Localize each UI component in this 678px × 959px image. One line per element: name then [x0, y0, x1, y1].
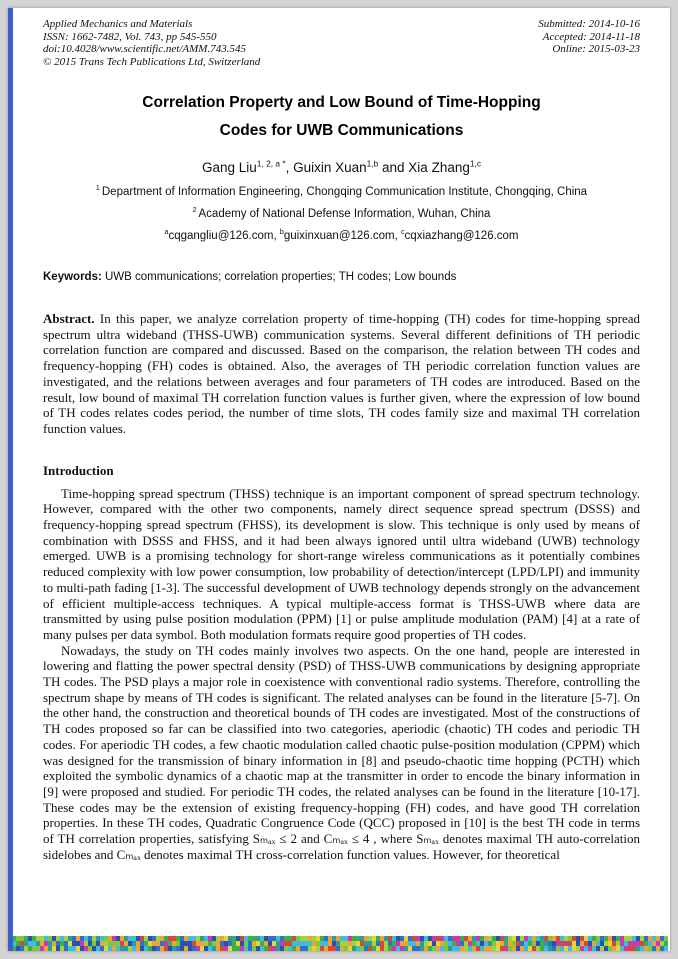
journal-doi-line: doi:10.4028/www.scientific.net/AMM.743.545 [43, 43, 246, 55]
author-name: and Xia Zhang [378, 160, 470, 175]
journal-title: Applied Mechanics and Materials [43, 18, 193, 30]
introduction-paragraph-2: Nowadays, the study on TH codes mainly involves two aspects. On the one hand, people are interested in lowering and flatting the power spectral density (PSD) of THSS-UWB communications by designing appropriate TH codes. The PSD plays a major role in coexistence with conventional radio systems. Therefore, controlling the spectrum shape by means of TH codes is significant. The related analyses can be found in the literature [5-7]. On the other hand, the construction and theoretical bounds of TH codes are investigated. Most of the constructions of TH codes proposed so far can be classified into two categories, aperiodic (chaotic) TH codes and periodic TH codes. For aperiodic TH codes, a few chaotic modulation called chaotic pulse-position modulation (CPPM) which was designed for the transmission of binary information in [8] and pseudo-chaotic time hopping (PCTH) which exploited the symbolic dynamics of a chaotic map at the transmitter in order to encode the binary information in [9] were proposed and studied. For periodic TH codes, the related analyses can be found in the literature [10-17]. These codes may be the extension of existing frequency-hopping (FH) codes, and have good TH correlation properties. In these TH codes, Quadratic Congruence Code (QCC) proposed in [10] is the best TH code in terms of TH correlation properties, satisfying Sₘₐₓ ≤ 2 and Cₘₐₓ ≤ 4 , where Sₘₐₓ denotes maximal TH auto-correlation sidelobes and Cₘₐₓ denotes maximal TH cross-correlation function values. However, for theoretical [43, 642, 640, 862]
submitted-date: Submitted: 2014-10-16 [538, 18, 640, 30]
journal-header [43, 18, 640, 68]
author-name: Gang Liu [201, 160, 257, 175]
affiliation-2 [43, 207, 640, 221]
journal-header-right [538, 18, 640, 68]
email-mark-b: b [279, 228, 284, 237]
journal-copyright-line: © 2015 Trans Tech Publications Ltd, Switzerland [43, 55, 261, 68]
author-affil-marks: 1,c [469, 158, 482, 169]
abstract-text: In this paper, we analyze correlation property of time-hopping (TH) codes for time-hopping spread spectrum ultra wideband (THSS-UWB) communication systems. Several different definitions of TH periodic correlation function are compared and discussed. Based on the comparison, the relation between TH codes and frequency-hopping (FH) codes is obtained. Also, the averages of TH periodic correlation function values are investigated, and the relations between averages and four parameters of TH codes are introduced. Based on the result, low bound of maximal TH correlation function values is further given, where the expression of low bound of TH codes relates codes period, the number of time slots, TH codes family size and maximal TH correlation function values. [43, 311, 641, 436]
keywords-line [43, 270, 640, 285]
affiliation-2-text: Academy of National Defense Information, Wuhan, China [198, 208, 491, 220]
keywords-label: Keywords: [43, 271, 102, 283]
author-name: , Guixin Xuan [285, 160, 367, 175]
affiliation-1-mark: 1 [95, 184, 102, 193]
affiliation-1 [43, 185, 640, 199]
accepted-date: Accepted: 2014-11-18 [542, 30, 640, 43]
author-affil-marks: 1, 2, a * [256, 158, 286, 169]
author-affil-marks: 1,b [366, 158, 379, 169]
journal-header-left [43, 18, 260, 68]
left-color-strip [8, 8, 13, 951]
paper-title-line2: Codes for UWB Communications [219, 122, 464, 139]
author-emails [43, 229, 640, 243]
affiliation-2-mark: 2 [192, 206, 199, 215]
authors-line [43, 159, 640, 177]
online-date: Online: 2015-03-23 [552, 43, 640, 55]
section-heading-introduction: Introduction [43, 462, 114, 478]
abstract [43, 311, 640, 437]
paper-title [43, 89, 640, 145]
email-mark-c: c [400, 228, 405, 237]
paper-page [8, 8, 670, 951]
affiliation-1-text: Department of Information Engineering, Chongqing Communication Institute, Chongqing, China [101, 186, 588, 198]
email-c: cqxiazhang@126.com [404, 230, 519, 242]
paper-title-line1: Correlation Property and Low Bound of Time-Hopping [142, 94, 541, 111]
introduction-paragraph-1: Time-hopping spread spectrum (THSS) technique is an important component of spread spectrum technology. However, compared with the other two components, namely direct sequence spread spectrum (DSSS) and frequency-hopping spread spectrum (FHSS), its development is slow. This technique is only used by means of combination with DSSS and FHSS, and it had been always ignored until ultra wideband (UWB) technology emerged. UWB is a promising technology for short-range wireless communications as it potentially combines reduced complexity with low power consumption, low probability of detection/intercept (LPD/LPI) and immunity to multi-path fading [1-3]. The successful development of UWB technology depends strongly on the advancement of efficient multiple-access techniques. A typical multiple-access format is THSS-UWB where data are transmitted by using pulse position modulation (PPM) [1] or pulse amplitude modulation (PAM) [4] at a rate of many pulses per data symbol. Both modulation formats require good properties of TH codes. [43, 485, 640, 642]
journal-issn-line: ISSN: 1662-7482, Vol. 743, pp 545-550 [43, 30, 217, 43]
page-content [8, 8, 670, 951]
keywords-text: UWB communications; correlation properties; TH codes; Low bounds [105, 271, 457, 283]
email-mark-a: a [164, 228, 169, 237]
bottom-color-strip [8, 936, 670, 951]
email-a: cqgangliu@126.com, [168, 230, 280, 242]
email-b: guixinxuan@126.com, [283, 230, 401, 242]
abstract-label: Abstract. [43, 311, 95, 326]
